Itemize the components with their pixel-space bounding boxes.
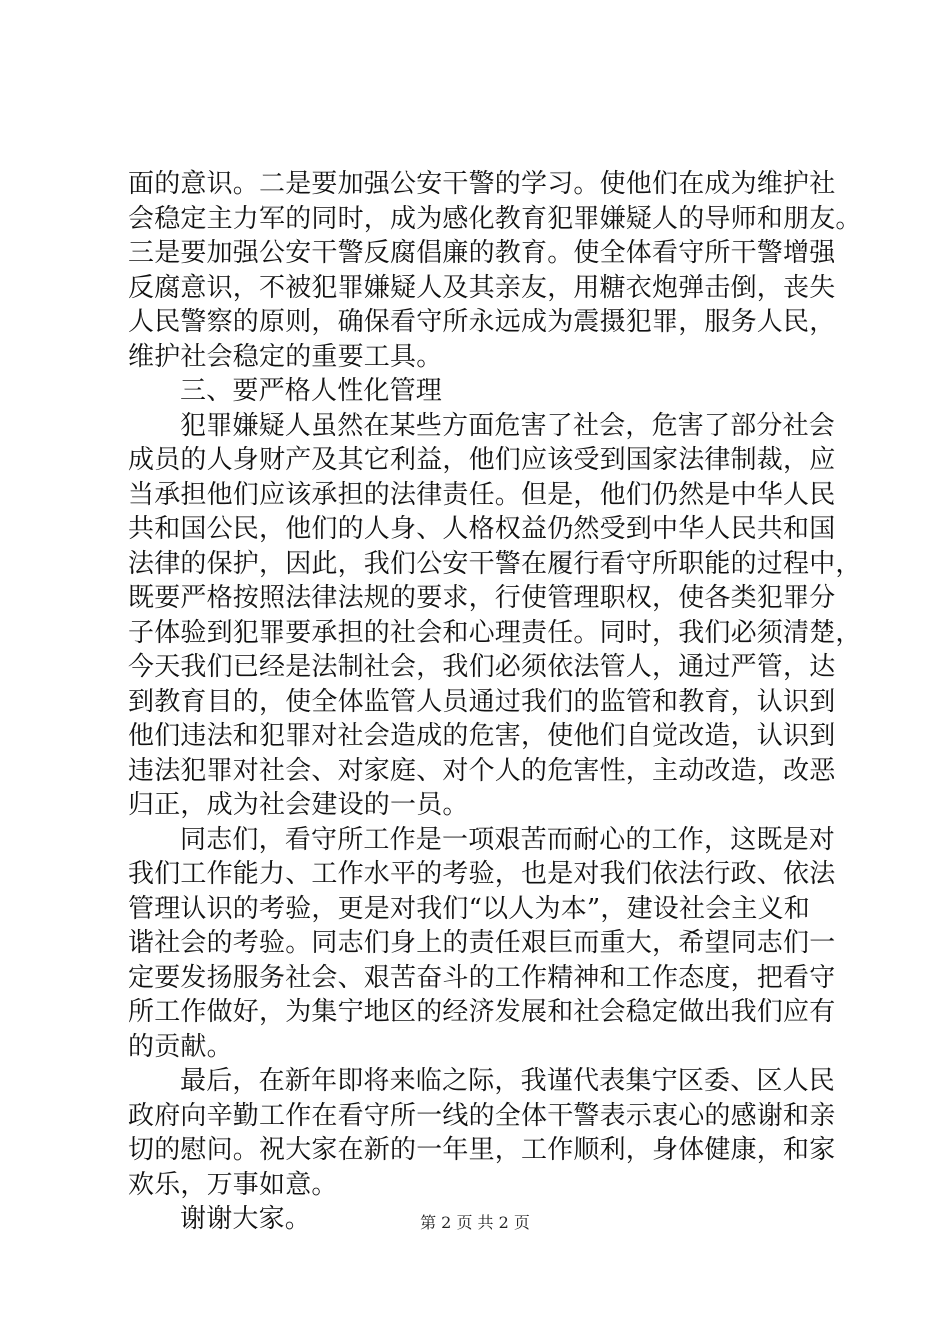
- text-line: 三是要加强公安干警反腐倡廉的教育。使全体看守所干警增强: [128, 238, 836, 268]
- text-line: 最后，在新年即将来临之际，我谨代表集宁区委、区人民: [180, 1066, 836, 1096]
- text-line: 当承担他们应该承担的法律责任。但是，他们仍然是中华人民: [128, 479, 836, 510]
- text-line: 法律的保护，因此，我们公安干警在履行看守所职能的过程中，: [128, 548, 862, 579]
- text-line: 他们违法和犯罪对社会造成的危害，使他们自觉改造，认识到: [128, 721, 836, 751]
- text-line: 成员的人身财产及其它利益，他们应该受到国家法律制裁，应: [128, 445, 836, 475]
- text-line: 子体验到犯罪要承担的社会和心理责任。同时，我们必须清楚，: [128, 617, 862, 648]
- text-line: 管理认识的考验，更是对我们“以人为本”，建设社会主义和: [128, 893, 810, 924]
- text-line: 会稳定主力军的同时，成为感化教育犯罪嫌疑人的导师和朋友。: [128, 203, 862, 234]
- text-line: 今天我们已经是法制社会，我们必须依法管人，通过严管，达: [128, 652, 836, 682]
- text-line: 人民警察的原则，确保看守所永远成为震摄犯罪，服务人民，: [128, 307, 836, 337]
- text-line: 欢乐，万事如意。: [128, 1169, 338, 1200]
- text-line: 反腐意识，不被犯罪嫌疑人及其亲友，用糖衣炮弹击倒，丧失: [128, 272, 836, 303]
- text-line: 面的意识。二是要加强公安干警的学习。使他们在成为维护社: [128, 169, 836, 199]
- text-line: 违法犯罪对社会、对家庭、对个人的危害性，主动改造，改恶: [128, 755, 836, 786]
- text-line: 政府向辛勤工作在看守所一线的全体干警表示衷心的感谢和亲: [128, 1100, 836, 1131]
- text-line: 所工作做好，为集宁地区的经济发展和社会稳定做出我们应有: [128, 997, 836, 1027]
- text-line: 犯罪嫌疑人虽然在某些方面危害了社会，危害了部分社会: [180, 410, 836, 441]
- text-line: 我们工作能力、工作水平的考验，也是对我们依法行政、依法: [128, 859, 836, 889]
- text-line: 的贡献。: [128, 1031, 233, 1062]
- text-line: 共和国公民，他们的人身、人格权益仍然受到中华人民共和国: [128, 514, 836, 544]
- text-line: 维护社会稳定的重要工具。: [128, 341, 443, 372]
- text-line: 切的慰问。祝大家在新的一年里，工作顺利，身体健康，和家: [128, 1135, 836, 1165]
- text-line: 到教育目的，使全体监管人员通过我们的监管和教育，认识到: [128, 686, 836, 717]
- text-line: 定要发扬服务社会、艰苦奋斗的工作精神和工作态度，把看守: [128, 962, 836, 993]
- text-line: 同志们，看守所工作是一项艰苦而耐心的工作，这既是对: [180, 824, 836, 855]
- text-line: 既要严格按照法律法规的要求，行使管理职权，使各类犯罪分: [128, 583, 836, 613]
- page-number-footer: 第 2 页 共 2 页: [420, 1213, 530, 1232]
- document-body: [128, 167, 862, 1237]
- closing-line: 谢谢大家。: [180, 1204, 312, 1234]
- text-line: 归正，成为社会建设的一员。: [128, 790, 469, 820]
- text-line: 谐社会的考验。同志们身上的责任艰巨而重大，希望同志们一: [128, 928, 836, 958]
- section-heading: 三、要严格人性化管理: [180, 376, 443, 406]
